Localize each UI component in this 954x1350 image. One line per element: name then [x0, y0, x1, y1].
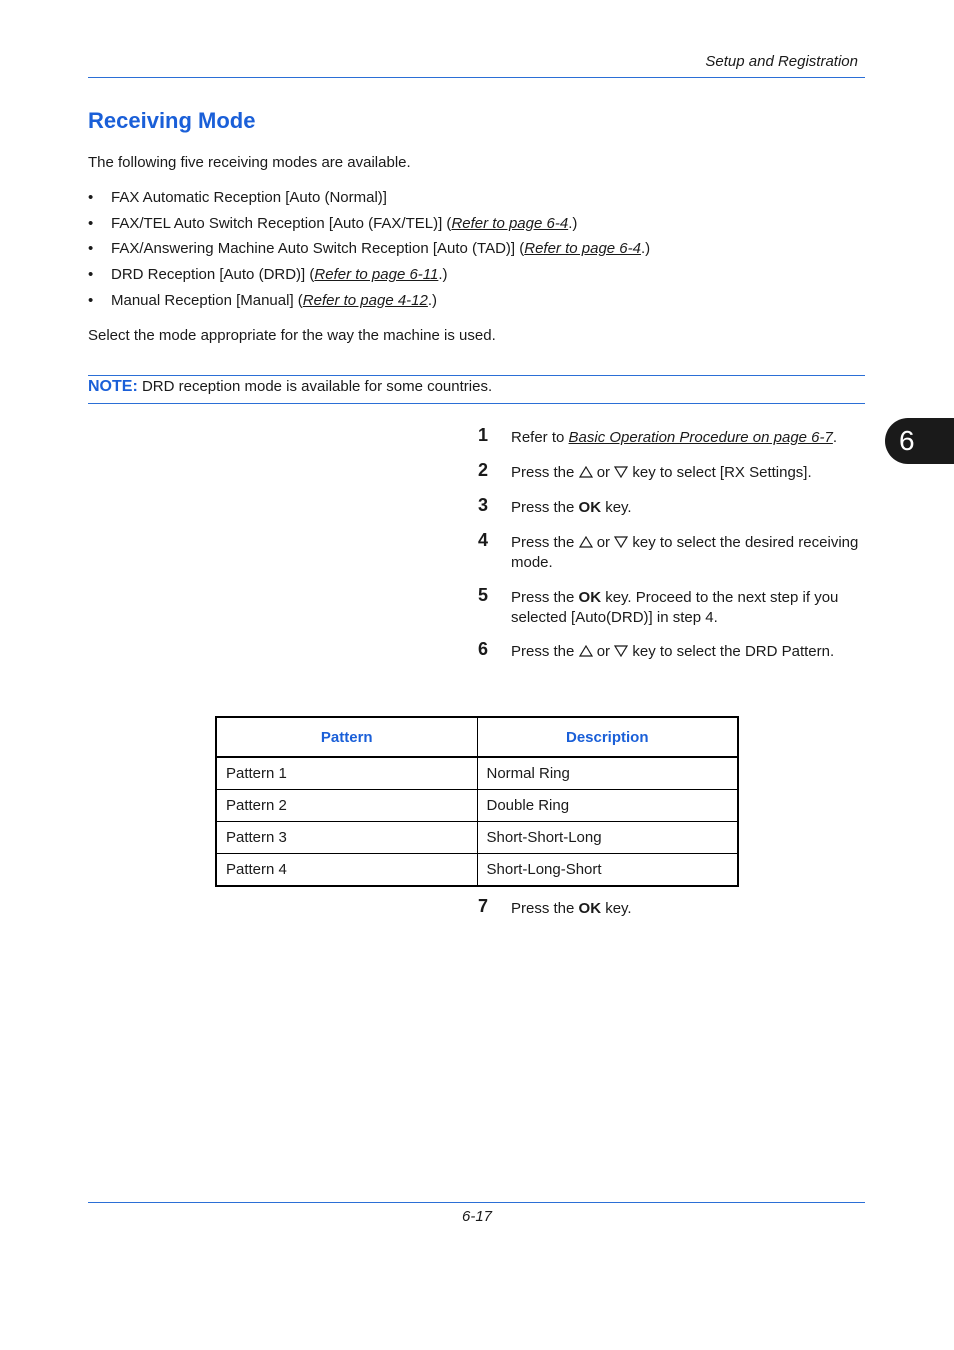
description-cell: Normal Ring	[477, 757, 738, 790]
step-text: Refer to	[511, 429, 569, 446]
column-header-description: Description	[477, 717, 738, 757]
step-text: Press the	[511, 499, 579, 516]
step-6	[478, 639, 868, 662]
step-number: 6	[478, 639, 489, 659]
down-arrow-key-icon	[614, 466, 628, 478]
note-bottom-divider	[88, 403, 865, 404]
list-item-suffix: .)	[438, 266, 448, 284]
bullet-icon: •	[88, 189, 94, 206]
list-item-text: FAX/TEL Auto Switch Reception [Auto (FAX/TEL)] (	[111, 214, 452, 232]
pattern-cell: Pattern 3	[216, 822, 477, 854]
select-mode-text: Select the mode appropriate for the way the machine is used.	[88, 327, 496, 344]
footer-divider	[88, 1202, 865, 1203]
header-divider	[88, 77, 865, 78]
description-cell: Short-Short-Long	[477, 822, 738, 854]
step-5	[478, 585, 868, 627]
step-text-end: .	[832, 429, 838, 446]
step-number: 2	[478, 460, 489, 480]
note-box	[88, 378, 492, 396]
running-header: Setup and Registration	[705, 53, 858, 70]
page-reference-link[interactable]: Refer to page 4-12	[302, 291, 428, 309]
list-item	[88, 292, 865, 318]
list-item-suffix: .)	[427, 291, 438, 309]
step-4	[478, 530, 868, 572]
page-reference-link[interactable]: Refer to page 6-11	[314, 266, 439, 284]
down-arrow-key-icon	[614, 645, 628, 657]
down-arrow-key-icon	[614, 536, 628, 548]
step-text: Press the	[511, 464, 579, 481]
bullet-icon: •	[88, 266, 94, 284]
description-cell: Double Ring	[477, 790, 738, 822]
up-arrow-key-icon	[579, 645, 593, 657]
list-item-text: FAX/Answering Machine Auto Switch Reception [Auto (TAD)] (	[111, 240, 525, 258]
step-number: 5	[478, 585, 489, 605]
list-item	[88, 240, 865, 266]
step-or: or	[592, 643, 615, 660]
note-top-divider	[88, 375, 865, 376]
step-text: Press the	[511, 643, 579, 660]
step-number: 3	[478, 495, 489, 515]
step-text-end: key.	[601, 499, 632, 516]
list-item-text: DRD Reception [Auto (DRD)] (	[111, 266, 315, 284]
step-text-end: key to select the DRD Pattern.	[628, 643, 835, 660]
page-title: Receiving Mode	[88, 108, 256, 133]
step-text: Press the	[511, 534, 579, 551]
bullet-icon: •	[88, 214, 94, 232]
list-item	[88, 189, 865, 215]
step-text-end: key. Proceed to the next step if you selected [Auto(DRD)] in step 4.	[511, 589, 839, 626]
step-1	[478, 425, 868, 448]
description-cell: Short-Long-Short	[477, 854, 738, 887]
list-item-text: Manual Reception [Manual] (	[111, 291, 303, 309]
step-number: 7	[478, 896, 489, 916]
chapter-tab[interactable]: 6	[885, 418, 954, 464]
pattern-cell: Pattern 1	[216, 757, 477, 790]
ok-key-label: OK	[578, 589, 602, 606]
list-item	[88, 266, 865, 292]
step-number: 1	[478, 425, 489, 445]
step-3	[478, 495, 868, 518]
ok-key-label: OK	[578, 499, 602, 516]
up-arrow-key-icon	[579, 466, 593, 478]
pattern-cell: Pattern 2	[216, 790, 477, 822]
page-reference-link[interactable]: Refer to page 6-4	[524, 240, 641, 258]
bullet-icon: •	[88, 291, 94, 309]
ok-key-label: OK	[578, 900, 602, 917]
table-row	[216, 822, 738, 854]
bullet-icon: •	[88, 240, 94, 258]
step-text: Press the	[511, 900, 579, 917]
step-text-end: key to select the desired receiving mode.	[511, 534, 859, 571]
table-row	[216, 790, 738, 822]
table-row	[216, 757, 738, 790]
basic-operation-link[interactable]: Basic Operation Procedure on page 6-7	[568, 429, 833, 446]
step-number: 4	[478, 530, 489, 550]
note-label: NOTE:	[88, 378, 138, 395]
list-item-suffix: .)	[568, 214, 578, 232]
intro-text: The following five receiving modes are available.	[88, 154, 411, 171]
table-header-row	[216, 717, 738, 757]
list-item-suffix: .)	[640, 240, 651, 258]
list-item-text: FAX Automatic Reception [Auto (Normal)]	[111, 189, 387, 206]
note-text: DRD reception mode is available for some countries.	[137, 378, 493, 395]
step-text-end: key.	[601, 900, 632, 917]
up-arrow-key-icon	[579, 536, 593, 548]
page-reference-link[interactable]: Refer to page 6-4	[451, 214, 569, 232]
drd-pattern-table	[215, 716, 739, 887]
list-item	[88, 215, 865, 241]
pattern-cell: Pattern 4	[216, 854, 477, 887]
step-or: or	[592, 534, 615, 551]
step-7	[478, 896, 868, 919]
step-text-end: key to select [RX Settings].	[628, 464, 812, 481]
table-row	[216, 854, 738, 887]
step-text: Press the	[511, 589, 579, 606]
step-2	[478, 460, 868, 483]
receiving-mode-list	[88, 189, 865, 317]
page-number: 6-17	[461, 1208, 493, 1225]
step-or: or	[592, 464, 615, 481]
column-header-pattern: Pattern	[216, 717, 477, 757]
